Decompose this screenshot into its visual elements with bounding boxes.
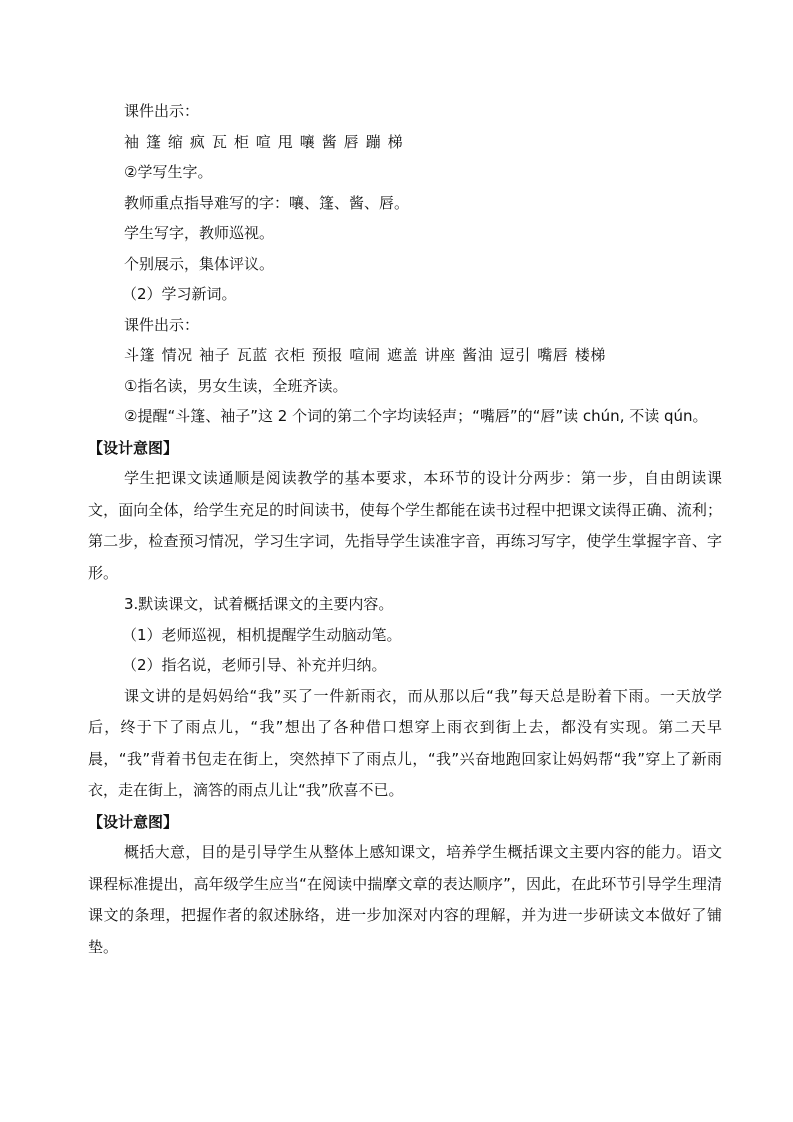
step3-sub1: （1）老师巡视，相机提醒学生动脑动笔。 — [122, 625, 402, 644]
new-characters-list: 袖 篷 缩 疯 瓦 柜 喧 甩 嚷 酱 唇 蹦 梯 — [124, 132, 404, 151]
reading-instructions: ①指名读，男女生读，全班齐读。 — [124, 376, 348, 395]
courseware-label-2: 课件出示： — [124, 315, 200, 334]
document-content — [88, 96, 722, 963]
step3-sub2: （2）指名说，老师引导、补充并归纳。 — [122, 656, 387, 674]
design-intent-heading-2: 【设计意图】 — [88, 812, 179, 831]
student-writing: 学生写字，教师巡视。 — [124, 224, 275, 242]
learn-new-words: （2）学习新词。 — [122, 285, 237, 303]
design-intent-paragraph-1: 学生把课文读通顺是阅读教学的基本要求，本环节的设计分两步：第一步，自由朗读课文，面向全体，给学生充足的时间读书，使每个学生都能在读书过程中把课文读得正确、流利；第二步，检查预习情况，学习生字词，先指导学生读准字音，再练习写字，使学生掌握字音、字形。 — [88, 469, 722, 582]
story-summary: 课文讲的是妈妈给“我”买了一件新雨衣，而从那以后“我”每天总是盼着下雨。一天放学后，终于下了雨点儿，“我”想出了各种借口想穿上雨衣到街上去，都没有实现。第二天早晨，“我”背着书包走在街上，突然掉下了雨点儿，“我”兴奋地跑回家让妈妈帮“我”穿上了新雨衣，走在街上，滴答的雨点儿让“我”欣喜不已。 — [88, 686, 722, 799]
design-intent-paragraph-2: 概括大意，目的是引导学生从整体上感知课文，培养学生概括课文主要内容的能力。语文课程标准提出，高年级学生应当“在阅读中揣摩文章的表达顺序”，因此，在此环节引导学生理清课文的条理，把握作者的叙述脉络，进一步加深对内容的理解，并为进一步研读文本做好了铺垫。 — [88, 843, 722, 956]
difficult-characters: 教师重点指导难写的字：嚷、篷、酱、唇。 — [124, 193, 410, 212]
courseware-label: 课件出示： — [124, 102, 200, 120]
step-write-characters: ②学写生字。 — [124, 163, 213, 181]
step3-title: 3.默读课文，试着概括课文的主要内容。 — [124, 595, 394, 613]
pronunciation-reminder: ②提醒“斗篷、袖子”这 2 个词的第二个字均读轻声；“嘴唇”的“唇”读 chún, 不读 qún。 — [124, 407, 708, 425]
individual-display: 个别展示，集体评议。 — [124, 254, 275, 273]
design-intent-heading-1: 【设计意图】 — [88, 438, 179, 457]
new-words-list: 斗篷 情况 袖子 瓦蓝 衣柜 预报 喧闹 遮盖 讲座 酱油 逗引 嘴唇 楼梯 — [124, 346, 607, 364]
